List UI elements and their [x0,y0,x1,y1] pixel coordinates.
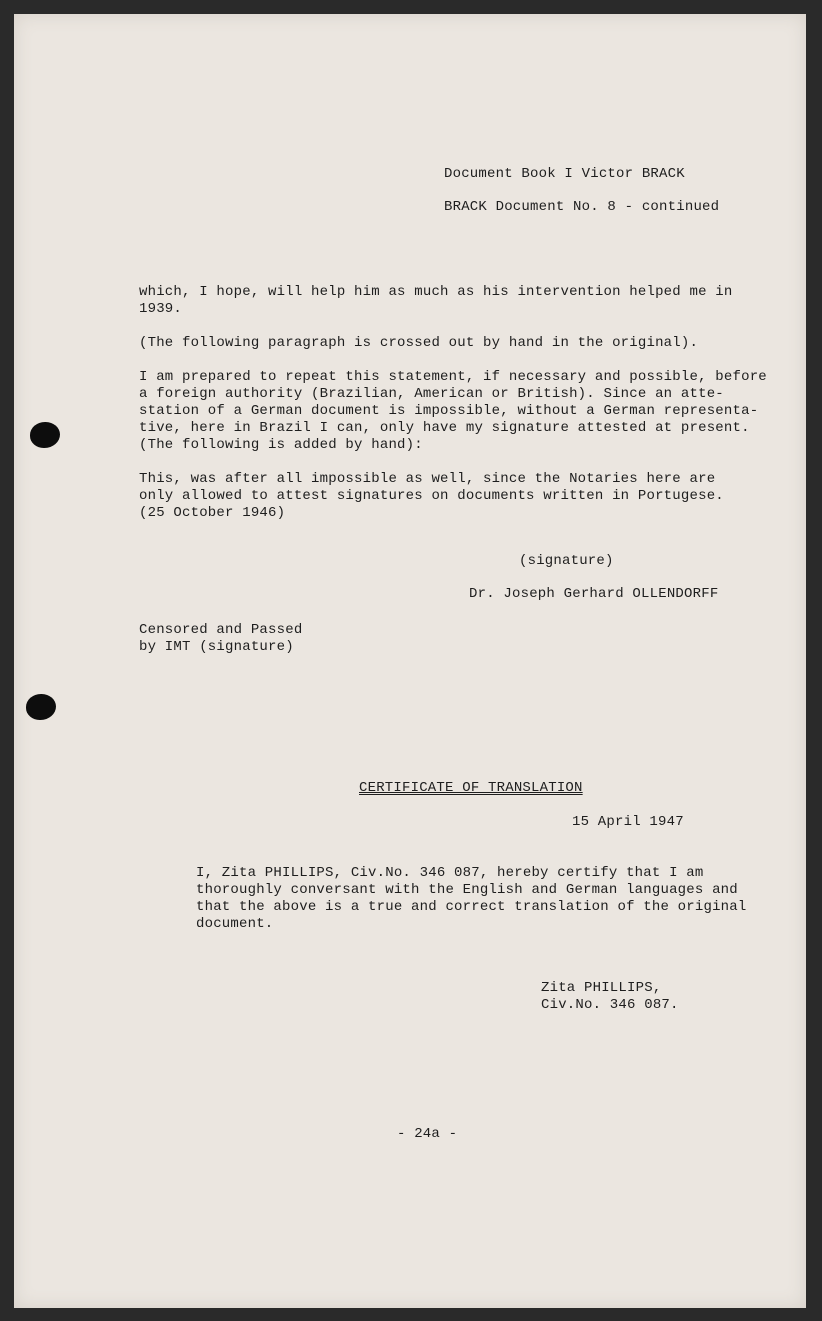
certificate-text-line-3: that the above is a true and correct translation of the original [196,899,747,915]
paragraph-3-line-3: station of a German document is impossible, without a German representa- [139,403,759,419]
signature-label: (signature) [519,553,614,569]
paragraph-2: (The following paragraph is crossed out by hand in the original). [139,335,699,351]
header-document-book: Document Book I Victor BRACK [444,166,685,182]
paragraph-1-line-1: which, I hope, will help him as much as his intervention helped me in [139,284,733,300]
document-page [14,14,806,1308]
translator-name: Zita PHILLIPS, [541,980,662,996]
paragraph-3-line-1: I am prepared to repeat this statement, if necessary and possible, before [139,369,767,385]
paragraph-3-line-5: (The following is added by hand): [139,437,423,453]
signer-name: Dr. Joseph Gerhard OLLENDORFF [469,586,719,602]
header-document-number: BRACK Document No. 8 - continued [444,199,720,215]
paragraph-3-line-2: a foreign authority (Brazilian, American or British). Since an atte- [139,386,724,402]
page-number: - 24a - [397,1126,458,1142]
paragraph-4-line-1: This, was after all impossible as well, since the Notaries here are [139,471,716,487]
translator-civ-number: Civ.No. 346 087. [541,997,679,1013]
certificate-title: CERTIFICATE OF TRANSLATION [359,780,583,796]
punch-hole-bottom [26,694,56,720]
punch-hole-top [30,422,60,448]
certificate-text-line-4: document. [196,916,274,932]
censor-line-2: by IMT (signature) [139,639,294,655]
certificate-text-line-2: thoroughly conversant with the English and German languages and [196,882,738,898]
paragraph-3-line-4: tive, here in Brazil I can, only have my signature attested at present. [139,420,750,436]
paragraph-1-line-2: 1939. [139,301,183,317]
paragraph-4-line-3: (25 October 1946) [139,505,286,521]
paragraph-4-line-2: only allowed to attest signatures on documents written in Portugese. [139,488,724,504]
certificate-date: 15 April 1947 [572,814,684,830]
certificate-text-line-1: I, Zita PHILLIPS, Civ.No. 346 087, hereby certify that I am [196,865,704,881]
censor-line-1: Censored and Passed [139,622,303,638]
